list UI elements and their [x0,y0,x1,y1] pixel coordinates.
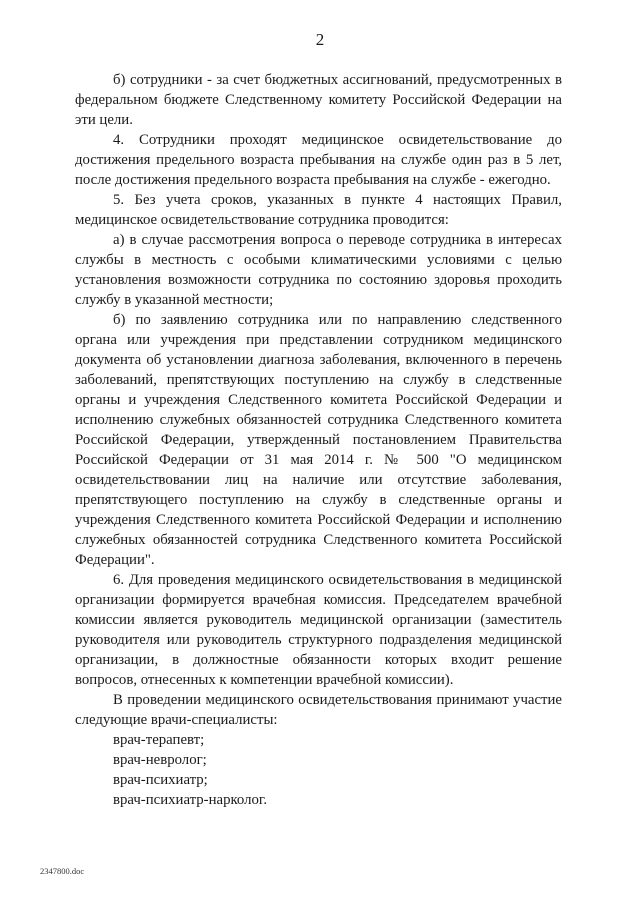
page-number: 2 [315,30,325,49]
specialist-psychiatrist-narcologist: врач-психиатр-нарколог. [113,792,268,808]
paragraph-budget-employees: б) сотрудники - за счет бюджетных ассигнований, предусмотренных в федеральном бюджете Следственному комитету Российской Федерации на эти цели. [75,72,562,128]
document-body [75,70,562,810]
paragraph-specialists-intro: В проведении медицинского освидетельствования принимают участие следующие врачи-специалисты: [75,692,562,728]
specialist-psychiatrist: врач-психиатр; [113,772,208,788]
specialist-neurologist: врач-невролог; [113,752,207,768]
paragraph-item-5: 5. Без учета сроков, указанных в пункте 4 настоящих Правил, медицинское освидетельствование сотрудника проводится: [75,192,562,228]
paragraph-item-4: 4. Сотрудники проходят медицинское освидетельствование до достижения предельного возраста пребывания на службе один раз в 5 лет, после достижения предельного возраста пребывания на службе - ежегодно. [75,132,562,188]
paragraph-item-6: 6. Для проведения медицинского освидетельствования в медицинской организации формируется врачебная комиссия. Председателем врачебной комиссии является руководитель медицинской организации (заместитель руководителя или руководитель структурного подразделения медицинской организации, в должностные обязанности которых входит решение вопросов, отнесенных к компетенции врачебной комиссии). [75,572,562,688]
paragraph-item-5a: а) в случае рассмотрения вопроса о переводе сотрудника в интересах службы в местность с особыми климатическими условиями с целью установления возможности сотрудника по состоянию здоровья проходить службу в указанной местности; [75,232,562,308]
paragraph-item-5b: б) по заявлению сотрудника или по направлению следственного органа или учреждения при представлении сотрудником медицинского документа об установлении диагноза заболевания, включенного в перечень заболеваний, препятствующих поступлению на службу в следственные органы и учреждения Следственного комитета Российской Федерации и исполнению служебных обязанностей сотрудника Следственного комитета Российской Федерации, утвержденный постановлением Правительства Российской Федерации от 31 мая 2014 г. № 500 "О медицинском освидетельствовании лиц на наличие или отсутствие заболевания, препятствующего поступлению на службу в следственные органы и учреждения Следственного комитета Российской Федерации и исполнению служебных обязанностей сотрудника Следственного комитета Российской Федерации". [75,312,562,568]
specialist-therapist: врач-терапевт; [113,732,205,748]
document-file-code: 2347800.doc [40,866,85,876]
